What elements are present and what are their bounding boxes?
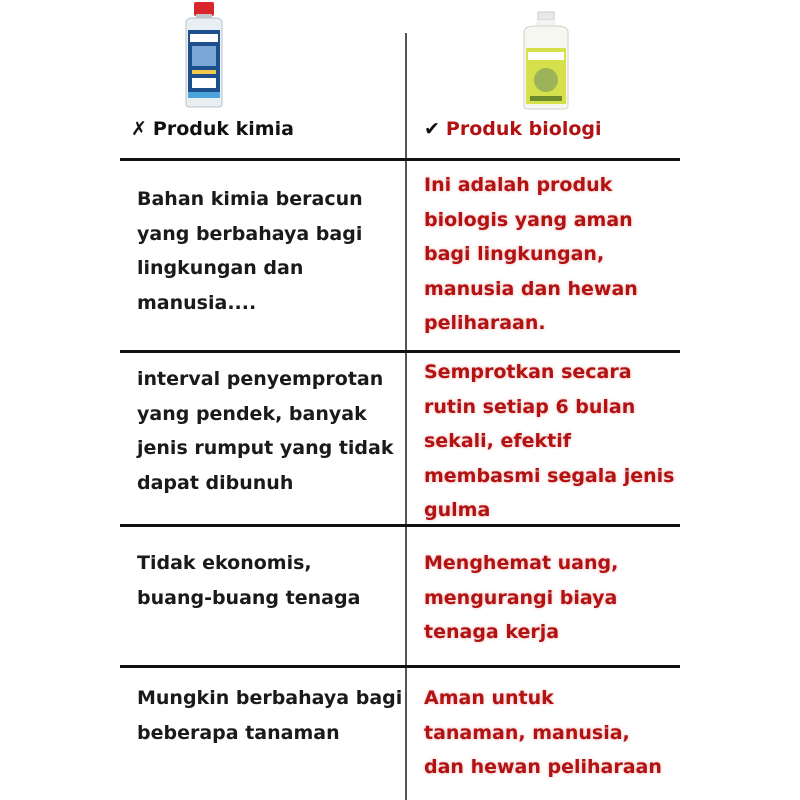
row-separator <box>120 158 680 161</box>
chemical-product-header: ✗ Produk kimia <box>131 118 294 140</box>
row-4-biological-text: Aman untuk tanaman, manusia, dan hewan peliharaan <box>424 687 662 778</box>
biological-product-header: ✔ Produk biologi <box>424 118 602 140</box>
row-2-chemical-text: interval penyemprotan yang pendek, banyak jenis rumput yang tidak dapat dibunuh <box>137 368 394 494</box>
check-icon: ✔ <box>424 118 440 140</box>
cropped-title <box>280 0 540 6</box>
row-2-biological-text: Semprotkan secara rutin setiap 6 bulan sekali, efektif membasmi segala jenis gulma <box>424 361 675 521</box>
row-separator <box>120 665 680 668</box>
row-3-chemical-text: Tidak ekonomis, buang-buang tenaga <box>137 552 361 609</box>
chemical-product-bottle-image <box>176 0 232 108</box>
row-4-chemical-text: Mungkin berbahaya bagi beberapa tanaman <box>137 687 403 744</box>
row-1-biological-text: Ini adalah produk biologis yang aman bagi lingkungan, manusia dan hewan peliharaan. <box>424 174 638 334</box>
cross-icon: ✗ <box>131 118 147 140</box>
row-3-biological-text: Menghemat uang, mengurangi biaya tenaga kerja <box>424 552 619 643</box>
column-divider <box>405 33 407 800</box>
row-1-chemical-text: Bahan kimia beracun yang berbahaya bagi lingkungan dan manusia.... <box>137 188 363 314</box>
biological-product-bottle-image <box>516 10 576 110</box>
row-separator <box>120 350 680 353</box>
